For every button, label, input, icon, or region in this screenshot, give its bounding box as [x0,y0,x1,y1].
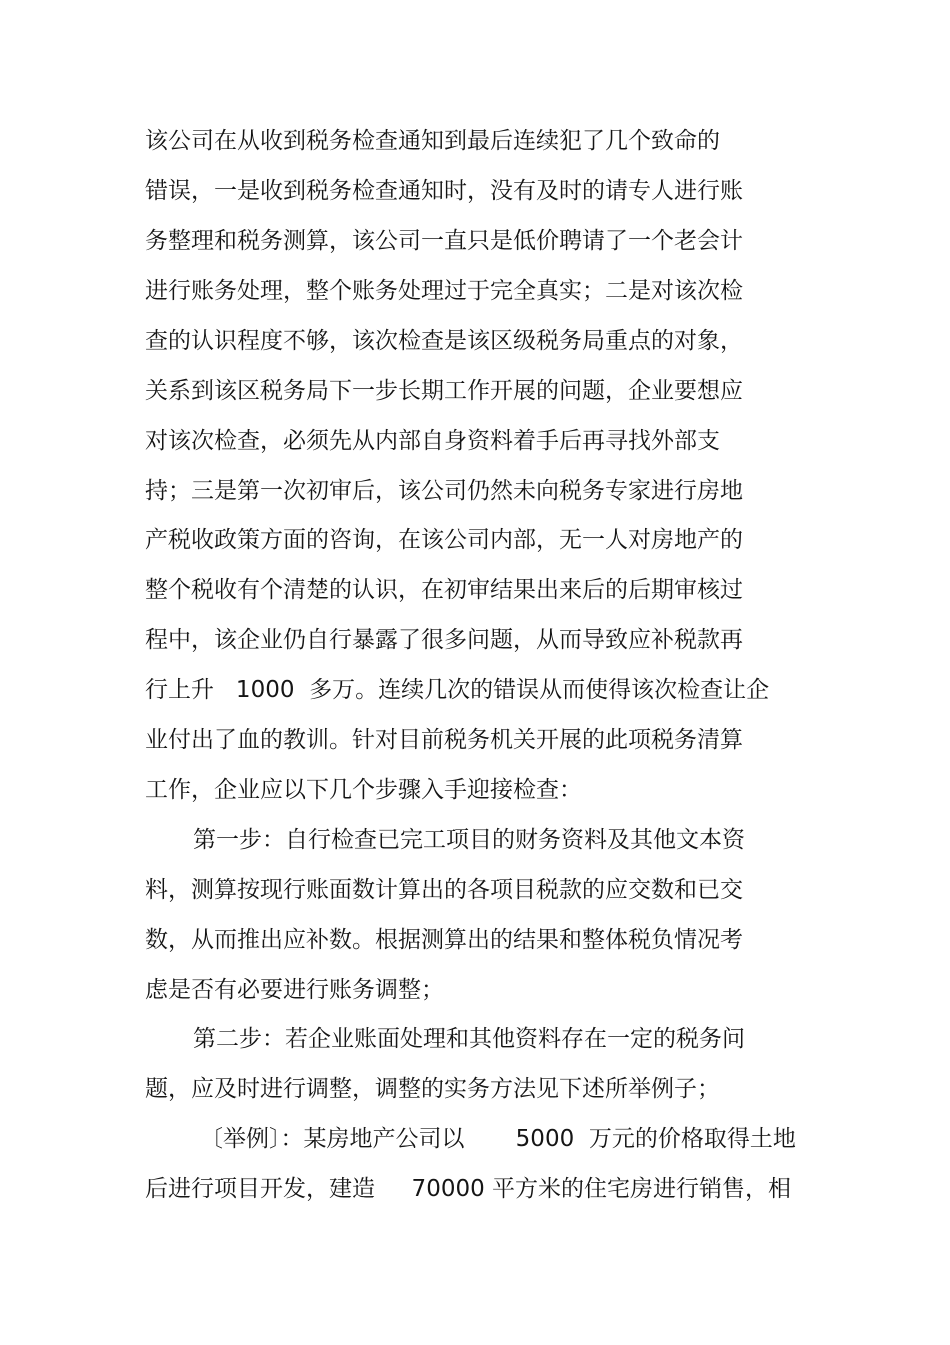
text-line: 该公司在从收到税务检查通知到最后连续犯了几个致命的 [145,128,720,154]
text-line: 进行账务处理，整个账务处理过于完全真实；二是对该次检 [145,278,743,304]
text-line: 对该次检查，必须先从内部自身资料着手后再寻找外部支 [145,428,720,454]
text-line: 查的认识程度不够，该次检查是该区级税务局重点的对象， [145,328,743,354]
text-line: 错误，一是收到税务检查通知时，没有及时的请专人进行账 [145,178,743,204]
text-line: 题，应及时进行调整，调整的实务方法见下述所举例子； [145,1076,720,1102]
text-line: 行上升 1000 多万。连续几次的错误从而使得该次检查让企 [145,677,770,703]
text-line: 产税收政策方面的咨询，在该公司内部，无一人对房地产的 [145,527,743,553]
text-line: 〔举例〕：某房地产公司以 5000 万元的价格取得土地 [200,1126,796,1152]
text-line: 后进行项目开发，建造 70000 平方米的住宅房进行销售，相 [145,1176,792,1202]
text-line: 第二步：若企业账面处理和其他资料存在一定的税务问 [193,1026,745,1052]
text-line: 虑是否有必要进行账务调整； [145,977,444,1003]
text-line: 关系到该区税务局下一步长期工作开展的问题，企业要想应 [145,378,743,404]
text-line: 第一步：自行检查已完工项目的财务资料及其他文本资 [193,827,745,853]
text-line: 持；三是第一次初审后，该公司仍然未向税务专家进行房地 [145,478,743,504]
text-line: 工作，企业应以下几个步骤入手迎接检查： [145,777,582,803]
text-line: 数，从而推出应补数。根据测算出的结果和整体税负情况考 [145,927,743,953]
text-line: 业付出了血的教训。针对目前税务机关开展的此项税务清算 [145,727,743,753]
text-line: 程中，该企业仍自行暴露了很多问题，从而导致应补税款再 [145,627,743,653]
text-line: 整个税收有个清楚的认识，在初审结果出来后的后期审核过 [145,577,743,603]
text-line: 料，测算按现行账面数计算出的各项目税款的应交数和已交 [145,877,743,903]
text-line: 务整理和税务测算，该公司一直只是低价聘请了一个老会计 [145,228,743,254]
